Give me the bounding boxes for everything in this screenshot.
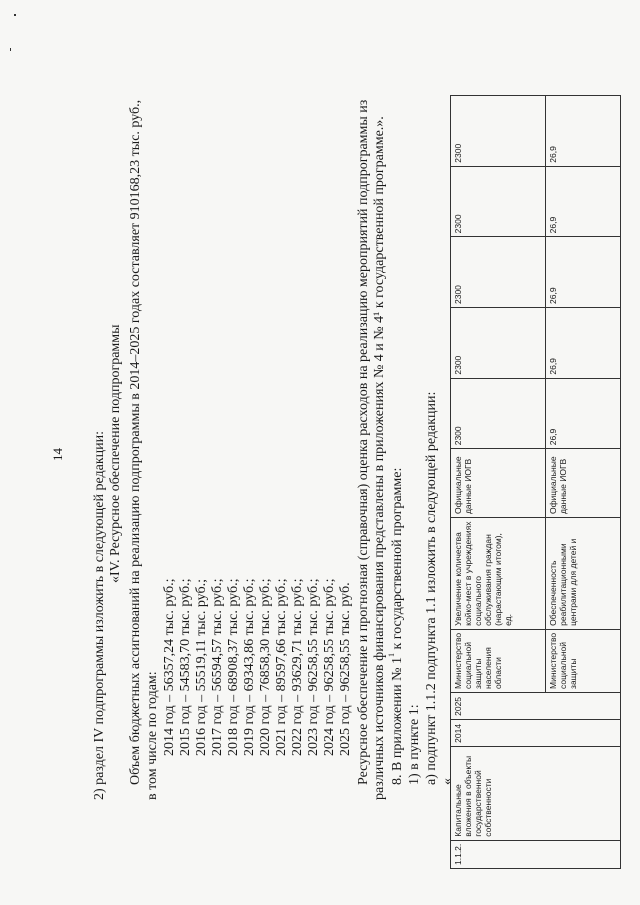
table-cell: 26,9 [546, 308, 621, 379]
table-cell: Капитальные вложения в объекты государственной собственности [451, 746, 621, 840]
measures-table [450, 95, 621, 869]
text-line: различных источников финансирования представлены в приложениях № 4 и № 4¹ к государственной программе.». [372, 116, 387, 800]
year-line: 2020 год – 76858,30 тыс. руб.; [258, 578, 273, 756]
year-line: 2022 год – 93629,71 тыс. руб.; [290, 578, 305, 756]
table-cell: 2025 [451, 692, 621, 719]
table-cell: Министерство социальной защиты населения области [451, 629, 546, 692]
table-cell: 1.1.2. [451, 840, 621, 868]
table-cell: Обеспеченность реабилитационными центрами для детей и [546, 518, 621, 630]
year-line: 2016 год – 55519,11 тыс. руб.; [194, 579, 209, 756]
year-line: 2014 год – 56357,24 тыс. руб.; [162, 578, 177, 756]
year-line: 2017 год – 56594,57 тыс. руб.; [210, 578, 225, 756]
text-line: а) подпункт 1.1.2 подпункта 1.1 изложить в следующей редакции: [424, 391, 439, 785]
table-row [451, 96, 546, 869]
table-cell: Официальные данные ИОГВ [546, 449, 621, 518]
table-cell: 2300 [451, 308, 546, 379]
year-line: 2024 год – 96258,55 тыс. руб.; [322, 578, 337, 756]
section-heading: «IV. Ресурсное обеспечение подпрограммы [108, 324, 123, 583]
year-line: 2025 год – 96258,55 тыс. руб. [338, 582, 353, 756]
table-cell: 2300 [451, 96, 546, 167]
year-line: 2015 год – 54583,70 тыс. руб.; [178, 578, 193, 756]
table-cell: 26,9 [546, 378, 621, 449]
text-line: 1) в пункте 1: [407, 704, 422, 785]
table-cell: 26,9 [546, 237, 621, 308]
year-line: 2018 год – 68908,37 тыс. руб.; [226, 578, 241, 756]
year-line: 2023 год – 96258,55 тыс. руб.; [306, 578, 321, 756]
year-line: 2019 год – 69343,86 тыс. руб.; [242, 578, 257, 756]
table-cell: Министерство социальной защиты [546, 629, 621, 692]
text-line: 2) раздел IV подпрограммы изложить в следующей редакции: [92, 430, 107, 800]
text-line: 8. В приложении № $1^1$ к государственной программе: [387, 467, 405, 785]
table-cell: 2300 [451, 378, 546, 449]
text-line: в том числе по годам: [145, 671, 160, 800]
table-cell: Увеличение количества койко-мест в учреждениях социального обслуживания граждан (нарастающим итогом), ед. [451, 518, 546, 630]
year-line: 2021 год – 89597,66 тыс. руб.; [274, 578, 289, 756]
table-cell: 2300 [451, 166, 546, 237]
table-cell: 2014 [451, 719, 621, 746]
table-cell: 26,9 [546, 166, 621, 237]
text-line: Ресурсное обеспечение и прогнозная (справочная) оценка расходов на реализацию мероприятий подпрограммы из [356, 99, 371, 785]
text-line: Объем бюджетных ассигнований на реализацию подпрограммы в 2014–2025 годах составляет 910168,23 тыс. руб., [128, 99, 143, 785]
table-cell: 2300 [451, 237, 546, 308]
table-cell: Официальные данные ИОГВ [451, 449, 546, 518]
table-cell: 26,9 [546, 96, 621, 167]
page-number: 14 [50, 448, 65, 461]
quote-mark: « [440, 778, 455, 785]
